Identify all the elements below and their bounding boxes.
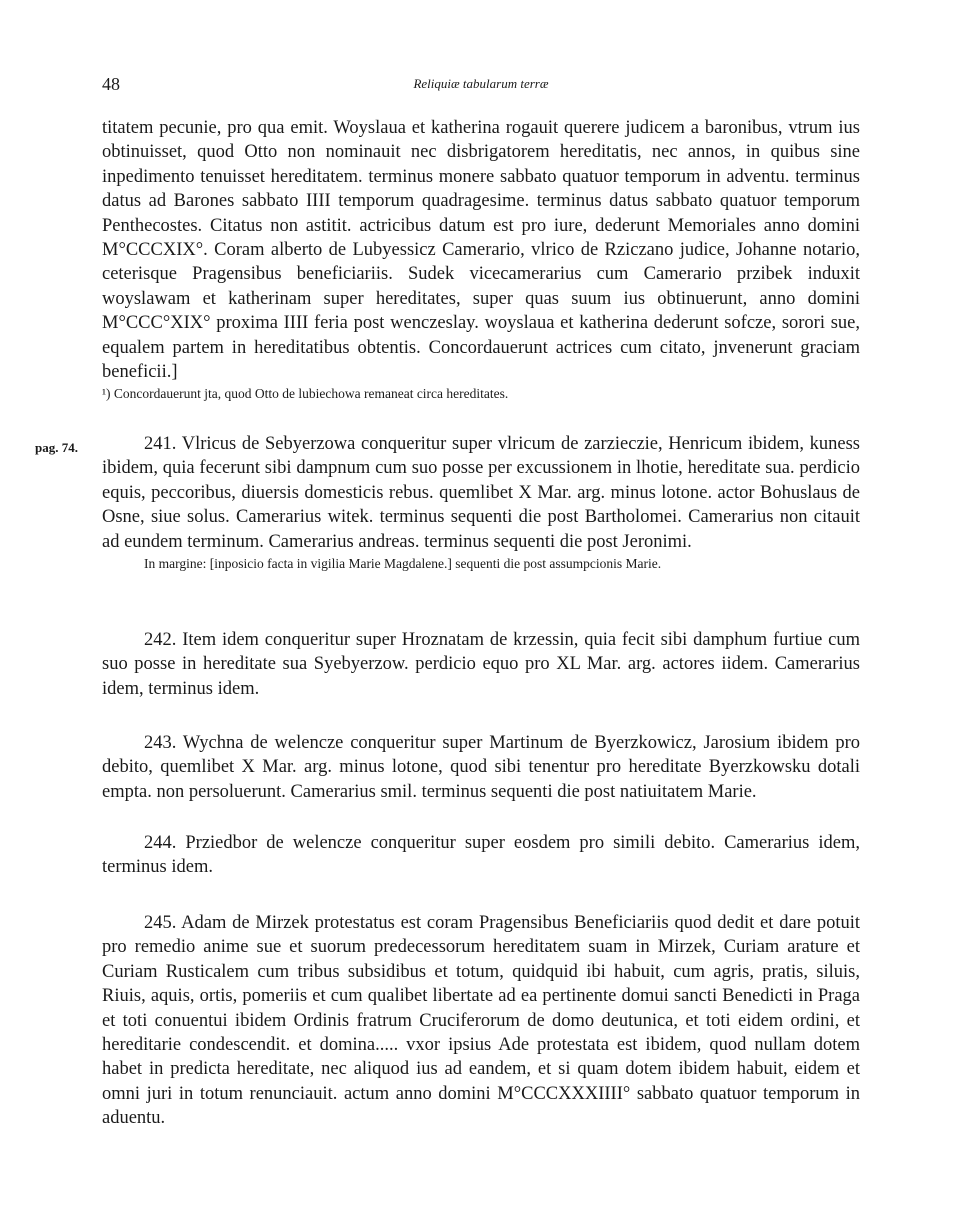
entry-242 — [102, 628, 860, 701]
entry-text: 245. Adam de Mirzek protestatus est coram Pragensibus Beneficiariis quod dedit et dare potuit pro remedio anime sue et suorum predecessorum hereditatem suam in Mirzek, Curiam arature et Curiam Rusticalem cum tribus subsidibus et totum, quidquid ibi habuit, cum agris, pratis, siluis, Riuis, aquis, ortis, pomeriis et cum qualibet libertate ad ea pertinente domui sancti Benedicti in Praga et toti conuentui ibidem Ordinis fratrum Cruciferorum de domo deutunica, et toti eidem ordini, et hereditarie condescendit. et domina..... vxor ipsius Ade protestata est ibidem, quod nullam dotem habet in predicta hereditate, nec aliquod ius ad eandem, et si quam dotem ibidem habuit, eidem et omni juri in totum renunciauit. actum anno domini M°CCCXXXIIII° sabbato quatuor temporum in aduentu. — [102, 913, 860, 1129]
page-header — [102, 74, 860, 98]
margin-page-reference: pag. 74. — [35, 440, 78, 455]
entry-243 — [102, 731, 860, 804]
entry-text: 242. Item idem conqueritur super Hroznatam de krzessin, quia fecit sibi damphum furtiue cum suo posse in hereditate sua Syebyerzow. perdicio equo pro XL Mar. arg. actores iidem. Camerarius idem, terminus idem. — [102, 630, 860, 699]
continuation-block — [102, 116, 860, 403]
entry-241 — [102, 432, 860, 573]
running-title: Reliquiæ tabularum terræ — [413, 76, 549, 91]
entry-text: 244. Prziedbor de welencze conqueritur super eosdem pro simili debito. Camerarius idem, terminus idem. — [102, 833, 860, 878]
entry-margin-note: In margine: [inposicio facta in vigilia Marie Magdalene.] sequenti die post assumpcionis Marie. — [144, 556, 662, 572]
footnote: ¹) Concordauerunt jta, quod Otto de lubiechowa remaneat circa hereditates. — [102, 386, 509, 402]
page-number: 48 — [102, 74, 120, 94]
entry-245 — [102, 911, 860, 1131]
continuation-paragraph: titatem pecunie, pro qua emit. Woyslaua et katherina rogauit querere judicem a baronibus, vtrum ius obtinuisset, quod Otto non nominauit nec disbrigatorem hereditatis, nec annos, in quibus sine inpedimento tenuisset hereditatem. terminus monere sabbato quatuor temporum in adventu. terminus datus ad Barones sabbato IIII temporum quadragesime. terminus datus sabbato quatuor temporum Penthecostes. Citatus non astitit. actricibus datum est pro iure, dederunt Memoriales anno domini M°CCCXIX°. Coram alberto de Lubyessicz Camerario, vlrico de Rziczano judice, Johanne notario, ceterisque Pragensibus beneficiariis. Sudek vicecamerarius cum Camerario przibek induxit woyslawam et katherinam super hereditates, super quas suum ius obtinuerunt, anno domini M°CCC°XIX° proxima IIII feria post wenczeslay. woyslaua et katherina dederunt sofcze, sorori sue, equalem partem in hereditatibus obtentis. Concordauerunt actrices cum citato, jnvenerunt graciam beneficii.] — [102, 118, 860, 383]
entry-244 — [102, 831, 860, 880]
entry-text: 243. Wychna de welencze conqueritur super Martinum de Byerzkowicz, Jarosium ibidem pro debito, quemlibet X Mar. arg. minus lotone, quod sibi tenentur pro hereditate Byerzkowsku dotali empta. non persoluerunt. Camerarius smil. terminus sequenti die post natiuitatem Marie. — [102, 733, 860, 802]
entry-text: 241. Vlricus de Sebyerzowa conqueritur super vlricum de zarzieczie, Henricum ibidem, kuness ibidem, quia fecerunt sibi dampnum cum suo posse per excussionem in lhotie, hereditate sua. perdicio equis, peccoribus, diuersis domesticis rebus. quemlibet X Mar. arg. minus lotone. actor Bohuslaus de Osne, siue solus. Camerarius witek. terminus sequenti die post Bartholomei. Camerarius non citauit ad eundem terminum. Camerarius andreas. terminus sequenti die post Jeronimi. — [102, 434, 860, 552]
